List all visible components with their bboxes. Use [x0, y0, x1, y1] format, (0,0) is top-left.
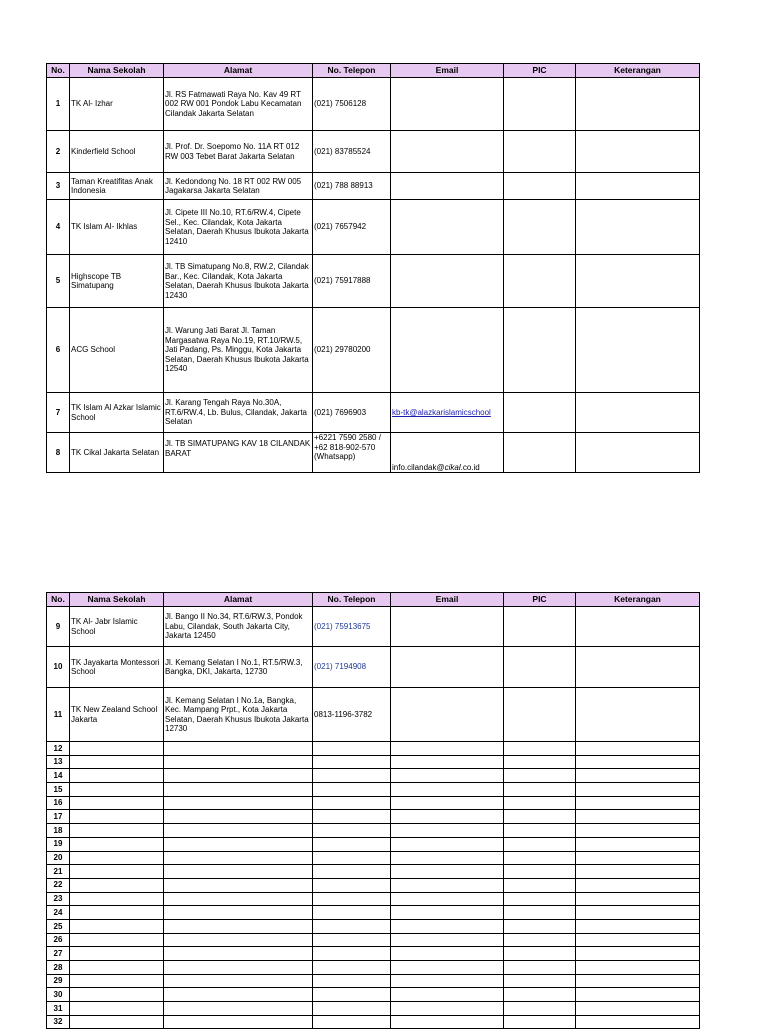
- empty-cell: [70, 947, 164, 961]
- row-no: 12: [47, 742, 70, 756]
- empty-cell: [313, 851, 391, 865]
- empty-table-row: [47, 769, 700, 783]
- row-no: 27: [47, 947, 70, 961]
- header-no: No.: [47, 64, 70, 78]
- empty-cell: [70, 865, 164, 879]
- school-address: Jl. Cipete III No.10, RT.6/RW.4, Cipete Sel., Kec. Cilandak, Kota Jakarta Selatan, Daerah Khusus Ibukota Jakarta 12410: [164, 200, 313, 255]
- header-email: Email: [391, 593, 504, 607]
- empty-cell: [164, 742, 313, 756]
- school-notes: [576, 393, 700, 433]
- empty-cell: [576, 947, 700, 961]
- empty-cell: [504, 974, 576, 988]
- table-row: [47, 393, 700, 433]
- header-notes: Keterangan: [576, 64, 700, 78]
- empty-table-row: [47, 796, 700, 810]
- school-notes: [576, 78, 700, 131]
- table-row: [47, 647, 700, 688]
- empty-cell: [576, 742, 700, 756]
- empty-cell: [391, 824, 504, 838]
- empty-cell: [504, 769, 576, 783]
- empty-cell: [313, 865, 391, 879]
- empty-cell: [391, 947, 504, 961]
- empty-cell: [313, 755, 391, 769]
- empty-cell: [576, 933, 700, 947]
- empty-cell: [391, 878, 504, 892]
- row-no: 26: [47, 933, 70, 947]
- row-no: 13: [47, 755, 70, 769]
- empty-cell: [313, 783, 391, 797]
- empty-cell: [70, 851, 164, 865]
- empty-cell: [576, 810, 700, 824]
- empty-cell: [391, 892, 504, 906]
- empty-cell: [576, 919, 700, 933]
- row-no: 2: [47, 131, 70, 173]
- empty-cell: [576, 906, 700, 920]
- empty-cell: [391, 906, 504, 920]
- school-email: [391, 688, 504, 742]
- school-table-2: [46, 592, 700, 1029]
- empty-cell: [70, 961, 164, 975]
- row-no: 18: [47, 824, 70, 838]
- row-no: 7: [47, 393, 70, 433]
- empty-table-row: [47, 961, 700, 975]
- empty-cell: [164, 837, 313, 851]
- school-email: [391, 78, 504, 131]
- school-email: [391, 647, 504, 688]
- school-phone: (021) 7506128: [313, 78, 391, 131]
- empty-table-row: [47, 878, 700, 892]
- empty-cell: [164, 851, 313, 865]
- row-no: 29: [47, 974, 70, 988]
- school-pic: [504, 393, 576, 433]
- row-no: 3: [47, 173, 70, 200]
- empty-cell: [313, 878, 391, 892]
- header-pic: PIC: [504, 593, 576, 607]
- email-prefix: info.cilandak@: [392, 462, 445, 472]
- row-no: 31: [47, 1002, 70, 1016]
- school-name: TK Al- Jabr Islamic School: [70, 607, 164, 647]
- school-phone: (021) 7696903: [313, 393, 391, 433]
- empty-table-row: [47, 1002, 700, 1016]
- row-no: 4: [47, 200, 70, 255]
- school-email: [391, 255, 504, 308]
- row-no: 30: [47, 988, 70, 1002]
- header-school-name: Nama Sekolah: [70, 593, 164, 607]
- empty-cell: [70, 988, 164, 1002]
- empty-cell: [504, 1002, 576, 1016]
- empty-cell: [576, 974, 700, 988]
- empty-cell: [576, 988, 700, 1002]
- empty-cell: [313, 796, 391, 810]
- school-pic: [504, 688, 576, 742]
- empty-table-row: [47, 919, 700, 933]
- table-header-row: [47, 593, 700, 607]
- school-email: [391, 131, 504, 173]
- empty-cell: [164, 974, 313, 988]
- empty-cell: [391, 783, 504, 797]
- row-no: 8: [47, 433, 70, 473]
- empty-cell: [576, 865, 700, 879]
- school-notes: [576, 173, 700, 200]
- empty-cell: [313, 933, 391, 947]
- empty-cell: [504, 878, 576, 892]
- empty-cell: [70, 810, 164, 824]
- table-row: [47, 131, 700, 173]
- empty-cell: [164, 755, 313, 769]
- empty-cell: [504, 961, 576, 975]
- row-no: 20: [47, 851, 70, 865]
- school-phone: (021) 75917888: [313, 255, 391, 308]
- empty-cell: [164, 961, 313, 975]
- row-no: 10: [47, 647, 70, 688]
- empty-cell: [313, 974, 391, 988]
- school-name: TK Islam Al- Ikhlas: [70, 200, 164, 255]
- empty-cell: [504, 824, 576, 838]
- school-notes: [576, 255, 700, 308]
- school-pic: [504, 647, 576, 688]
- school-address: Jl. Kedondong No. 18 RT 002 RW 005 Jagakarsa Jakarta Selatan: [164, 173, 313, 200]
- row-no: 19: [47, 837, 70, 851]
- empty-cell: [504, 837, 576, 851]
- school-phone: (021) 788 88913: [313, 173, 391, 200]
- empty-cell: [504, 947, 576, 961]
- empty-table-row: [47, 824, 700, 838]
- empty-cell: [164, 933, 313, 947]
- email-italic: cikal: [444, 462, 461, 472]
- row-no: 15: [47, 783, 70, 797]
- header-email: Email: [391, 64, 504, 78]
- school-pic: [504, 433, 576, 473]
- empty-cell: [164, 1002, 313, 1016]
- row-no: 16: [47, 796, 70, 810]
- empty-cell: [576, 851, 700, 865]
- empty-cell: [576, 769, 700, 783]
- empty-cell: [391, 1002, 504, 1016]
- empty-cell: [504, 742, 576, 756]
- empty-cell: [391, 755, 504, 769]
- empty-cell: [576, 1015, 700, 1029]
- school-name: TK Cikal Jakarta Selatan: [70, 433, 164, 473]
- empty-cell: [70, 742, 164, 756]
- empty-cell: [70, 824, 164, 838]
- empty-table-row: [47, 742, 700, 756]
- school-address: Jl. Karang Tengah Raya No.30A, RT.6/RW.4, Lb. Bulus, Cilandak, Jakarta Selatan: [164, 393, 313, 433]
- empty-cell: [164, 783, 313, 797]
- header-address: Alamat: [164, 64, 313, 78]
- table-row: [47, 607, 700, 647]
- empty-table-row: [47, 933, 700, 947]
- school-address: Jl. TB SIMATUPANG KAV 18 CILANDAK BARAT: [164, 433, 313, 473]
- empty-cell: [504, 988, 576, 1002]
- school-address: Jl. TB Simatupang No.8, RW.2, Cilandak Bar., Kec. Cilandak, Kota Jakarta Selatan, Daerah Khusus Ibukota Jakarta 12430: [164, 255, 313, 308]
- table-row: [47, 688, 700, 742]
- school-pic: [504, 200, 576, 255]
- empty-cell: [313, 837, 391, 851]
- empty-cell: [70, 755, 164, 769]
- empty-cell: [391, 974, 504, 988]
- table-row: [47, 173, 700, 200]
- empty-cell: [313, 947, 391, 961]
- empty-table-row: [47, 810, 700, 824]
- empty-cell: [70, 878, 164, 892]
- empty-cell: [504, 810, 576, 824]
- school-address: Jl. Bango II No.34, RT.6/RW.3, Pondok Labu, Cilandak, South Jakarta City, Jakarta 12450: [164, 607, 313, 647]
- school-name: Highscope TB Simatupang: [70, 255, 164, 308]
- empty-cell: [164, 878, 313, 892]
- empty-cell: [391, 769, 504, 783]
- header-address: Alamat: [164, 593, 313, 607]
- empty-cell: [70, 906, 164, 920]
- header-school-name: Nama Sekolah: [70, 64, 164, 78]
- school-pic: [504, 308, 576, 393]
- row-no: 17: [47, 810, 70, 824]
- empty-cell: [313, 824, 391, 838]
- school-pic: [504, 78, 576, 131]
- empty-table-row: [47, 974, 700, 988]
- school-email: [391, 433, 504, 473]
- empty-cell: [504, 783, 576, 797]
- school-name: Taman Kreatifitas Anak Indonesia: [70, 173, 164, 200]
- school-notes: [576, 433, 700, 473]
- empty-cell: [576, 783, 700, 797]
- empty-cell: [391, 988, 504, 1002]
- empty-cell: [504, 1015, 576, 1029]
- row-no: 25: [47, 919, 70, 933]
- school-email: [391, 607, 504, 647]
- empty-cell: [504, 906, 576, 920]
- empty-cell: [576, 837, 700, 851]
- school-notes: [576, 131, 700, 173]
- empty-cell: [504, 796, 576, 810]
- empty-cell: [70, 837, 164, 851]
- school-phone: (021) 75913675: [313, 607, 391, 647]
- empty-cell: [70, 769, 164, 783]
- empty-cell: [313, 810, 391, 824]
- row-no: 11: [47, 688, 70, 742]
- school-table-1: [46, 63, 700, 473]
- empty-cell: [313, 906, 391, 920]
- school-name: TK Jayakarta Montessori School: [70, 647, 164, 688]
- empty-cell: [164, 988, 313, 1002]
- email-link[interactable]: kb-tk@alazkarislamicschool: [392, 407, 491, 417]
- empty-cell: [70, 796, 164, 810]
- row-no: 21: [47, 865, 70, 879]
- header-pic: PIC: [504, 64, 576, 78]
- email-suffix: .co.id: [460, 462, 480, 472]
- empty-table-row: [47, 947, 700, 961]
- school-address: Jl. RS Fatmawati Raya No. Kav 49 RT 002 RW 001 Pondok Labu Kecamatan Cilandak Jakarta Selatan: [164, 78, 313, 131]
- row-no: 22: [47, 878, 70, 892]
- header-phone: No. Telepon: [313, 593, 391, 607]
- empty-cell: [313, 892, 391, 906]
- empty-cell: [313, 961, 391, 975]
- empty-table-row: [47, 892, 700, 906]
- school-pic: [504, 255, 576, 308]
- empty-cell: [504, 851, 576, 865]
- empty-cell: [70, 1002, 164, 1016]
- empty-cell: [164, 1015, 313, 1029]
- school-pic: [504, 131, 576, 173]
- empty-cell: [391, 1015, 504, 1029]
- row-no: 28: [47, 961, 70, 975]
- school-email: [391, 308, 504, 393]
- empty-table-row: [47, 851, 700, 865]
- row-no: 9: [47, 607, 70, 647]
- empty-cell: [164, 824, 313, 838]
- empty-cell: [164, 906, 313, 920]
- empty-cell: [164, 796, 313, 810]
- empty-cell: [391, 742, 504, 756]
- school-notes: [576, 200, 700, 255]
- school-phone: +6221 7590 2580 / +62 818-902-570 (Whatsapp): [313, 433, 391, 473]
- empty-cell: [313, 919, 391, 933]
- school-notes: [576, 308, 700, 393]
- empty-cell: [313, 988, 391, 1002]
- school-phone: (021) 29780200: [313, 308, 391, 393]
- empty-cell: [70, 974, 164, 988]
- empty-cell: [576, 878, 700, 892]
- empty-table-row: [47, 755, 700, 769]
- empty-cell: [164, 892, 313, 906]
- empty-table-row: [47, 783, 700, 797]
- school-notes: [576, 607, 700, 647]
- school-email: [391, 200, 504, 255]
- school-phone: (021) 7657942: [313, 200, 391, 255]
- empty-cell: [576, 1002, 700, 1016]
- empty-cell: [164, 865, 313, 879]
- empty-cell: [313, 769, 391, 783]
- empty-cell: [70, 1015, 164, 1029]
- school-name: TK New Zealand School Jakarta: [70, 688, 164, 742]
- school-address: Jl. Warung Jati Barat Jl. Taman Margasatwa Raya No.19, RT.10/RW.5, Jati Padang, Ps. Minggu, Kota Jakarta Selatan, Daerah Khusus Ibukota Jakarta 12540: [164, 308, 313, 393]
- empty-cell: [391, 851, 504, 865]
- table-row: [47, 200, 700, 255]
- empty-cell: [504, 933, 576, 947]
- school-notes: [576, 688, 700, 742]
- empty-table-row: [47, 988, 700, 1002]
- empty-cell: [391, 933, 504, 947]
- header-phone: No. Telepon: [313, 64, 391, 78]
- row-no: 23: [47, 892, 70, 906]
- empty-cell: [576, 796, 700, 810]
- table-header-row: [47, 64, 700, 78]
- table-row: [47, 308, 700, 393]
- empty-cell: [164, 947, 313, 961]
- school-phone: (021) 83785524: [313, 131, 391, 173]
- table-row: [47, 255, 700, 308]
- school-address: Jl. Prof. Dr. Soepomo No. 11A RT 012 RW 003 Tebet Barat Jakarta Selatan: [164, 131, 313, 173]
- school-notes: [576, 647, 700, 688]
- row-no: 14: [47, 769, 70, 783]
- empty-cell: [391, 919, 504, 933]
- empty-cell: [576, 892, 700, 906]
- school-pic: [504, 607, 576, 647]
- empty-cell: [70, 783, 164, 797]
- empty-cell: [70, 919, 164, 933]
- empty-cell: [504, 892, 576, 906]
- empty-cell: [504, 919, 576, 933]
- row-no: 24: [47, 906, 70, 920]
- school-name: TK Islam Al Azkar Islamic School: [70, 393, 164, 433]
- school-name: TK Al- Izhar: [70, 78, 164, 131]
- empty-table-row: [47, 1015, 700, 1029]
- school-address: Jl. Kemang Selatan I No.1a, Bangka, Kec. Mampang Prpt., Kota Jakarta Selatan, Daerah Khusus Ibukota Jakarta 12730: [164, 688, 313, 742]
- header-no: No.: [47, 593, 70, 607]
- empty-cell: [576, 824, 700, 838]
- empty-cell: [70, 933, 164, 947]
- empty-cell: [313, 1015, 391, 1029]
- school-phone: 0813-1196-3782: [313, 688, 391, 742]
- empty-cell: [391, 865, 504, 879]
- empty-cell: [70, 892, 164, 906]
- empty-table-row: [47, 906, 700, 920]
- empty-cell: [391, 810, 504, 824]
- empty-cell: [504, 755, 576, 769]
- empty-cell: [313, 1002, 391, 1016]
- school-pic: [504, 173, 576, 200]
- empty-cell: [504, 865, 576, 879]
- table-row: [47, 433, 700, 473]
- empty-table-row: [47, 865, 700, 879]
- empty-cell: [391, 961, 504, 975]
- school-address: Jl. Kemang Selatan I No.1, RT.5/RW.3, Bangka, DKI, Jakarta, 12730: [164, 647, 313, 688]
- school-name: Kinderfield School: [70, 131, 164, 173]
- row-no: 6: [47, 308, 70, 393]
- empty-cell: [576, 961, 700, 975]
- empty-cell: [164, 919, 313, 933]
- empty-cell: [391, 837, 504, 851]
- empty-cell: [164, 810, 313, 824]
- empty-table-row: [47, 837, 700, 851]
- empty-cell: [391, 796, 504, 810]
- table-row: [47, 78, 700, 131]
- school-phone: (021) 7194908: [313, 647, 391, 688]
- row-no: 32: [47, 1015, 70, 1029]
- school-name: ACG School: [70, 308, 164, 393]
- empty-cell: [164, 769, 313, 783]
- header-notes: Keterangan: [576, 593, 700, 607]
- school-email: [391, 173, 504, 200]
- empty-cell: [576, 755, 700, 769]
- row-no: 5: [47, 255, 70, 308]
- empty-cell: [313, 742, 391, 756]
- row-no: 1: [47, 78, 70, 131]
